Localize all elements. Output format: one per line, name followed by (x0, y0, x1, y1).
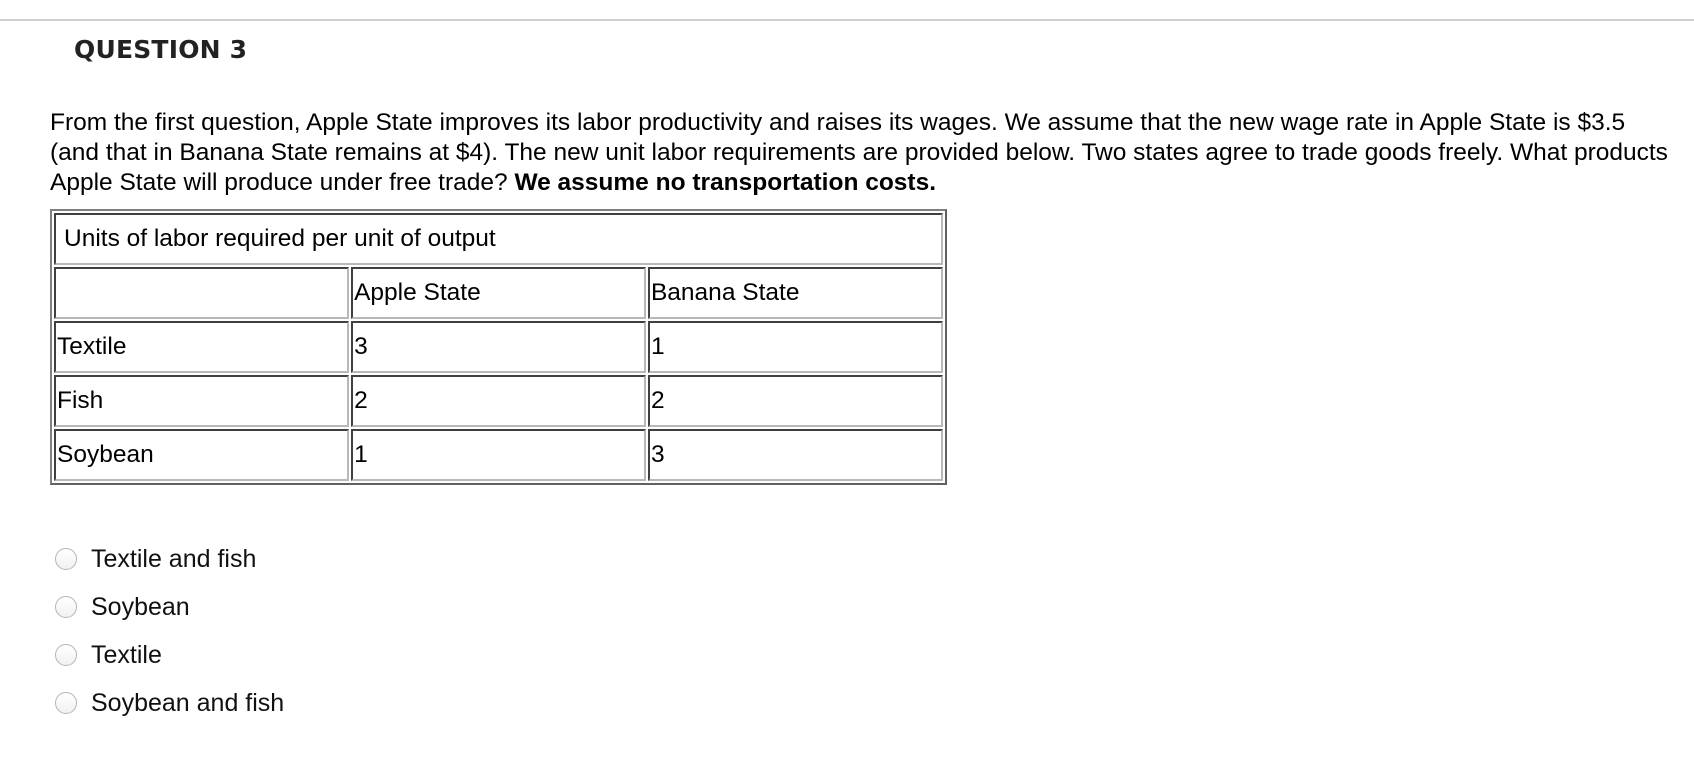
table-caption: Units of labor required per unit of output (54, 213, 943, 265)
table-cell: 1 (648, 321, 943, 373)
table-cell: 3 (648, 429, 943, 481)
table-header-row (54, 267, 943, 319)
table-row (54, 321, 943, 373)
radio-button[interactable] (55, 692, 77, 714)
table-row (54, 429, 943, 481)
table-cell: 3 (351, 321, 646, 373)
labor-requirements-table (50, 209, 947, 485)
question-prompt (50, 108, 1670, 198)
answer-option[interactable] (55, 679, 284, 727)
radio-button[interactable] (55, 596, 77, 618)
table-cell: 2 (351, 375, 646, 427)
prompt-paragraph (50, 108, 1670, 198)
table-header-cell: Banana State (648, 267, 943, 319)
table-caption-row (54, 213, 943, 265)
prompt-bold-text: We assume no transportation costs. (514, 169, 937, 196)
answer-option-label[interactable]: Soybean (91, 593, 190, 621)
table-cell: 2 (648, 375, 943, 427)
answer-option-label[interactable]: Textile (91, 641, 162, 669)
answer-option[interactable] (55, 631, 284, 679)
question-title: QUESTION 3 (74, 35, 248, 64)
radio-button[interactable] (55, 644, 77, 666)
answer-option[interactable] (55, 535, 284, 583)
table-cell: Textile (54, 321, 349, 373)
prompt-text: From the first question, Apple State improves its labor productivity and raises its wages. We assume that the new wage rate in Apple State is $3.5 (and that in Banana State remains at $4). The new unit labor requirements are provided below. Two states agree to trade goods freely. What products Apple State will produce under free trade? (50, 109, 1668, 196)
table-header-cell: Apple State (351, 267, 646, 319)
answer-option-label[interactable]: Soybean and fish (91, 689, 285, 717)
top-divider (0, 19, 1694, 21)
table-cell: Fish (54, 375, 349, 427)
table-row (54, 375, 943, 427)
table-cell: 1 (351, 429, 646, 481)
radio-button[interactable] (55, 548, 77, 570)
answer-option[interactable] (55, 583, 284, 631)
table-header-cell (54, 267, 349, 319)
answer-options (55, 535, 284, 727)
table-cell: Soybean (54, 429, 349, 481)
answer-option-label[interactable]: Textile and fish (91, 545, 257, 573)
